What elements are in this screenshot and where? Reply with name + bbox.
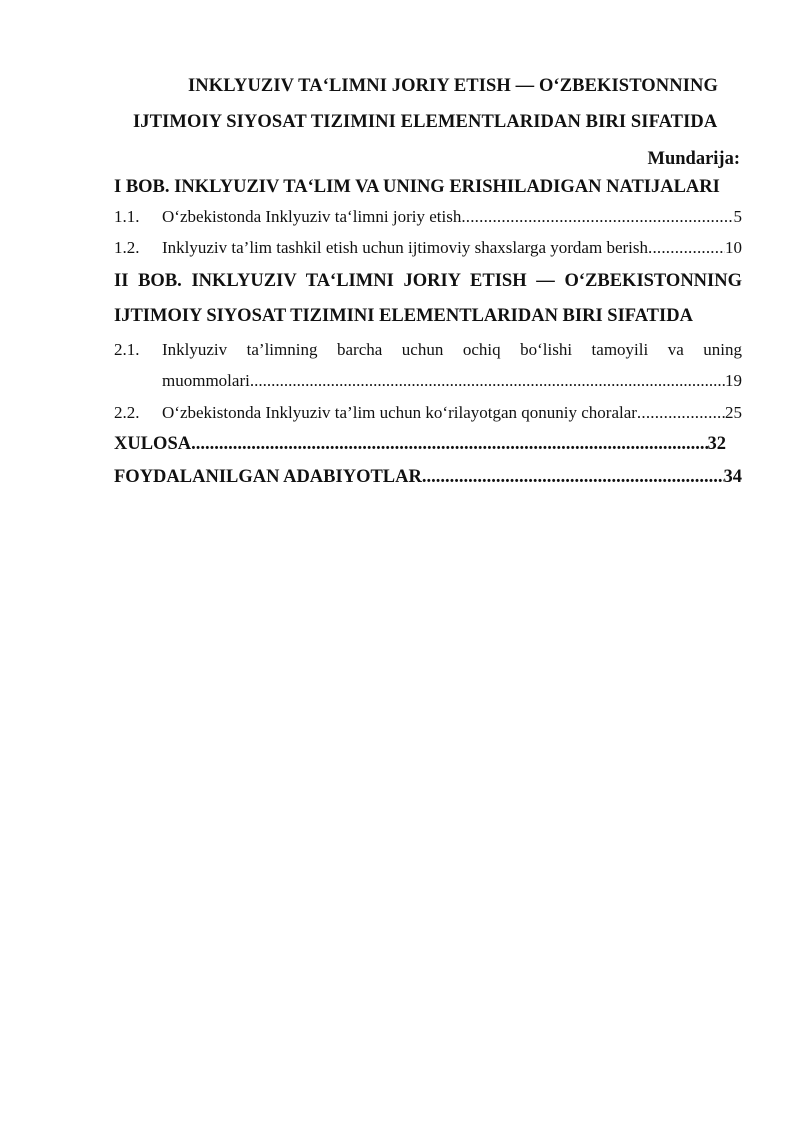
toc-leader-dots — [461, 207, 733, 227]
toc-entry-1-2 — [114, 238, 742, 258]
toc-entry-page: 32 — [707, 434, 726, 454]
toc-entry-number: 1.2. — [114, 238, 140, 257]
toc-entry-2-2 — [114, 403, 742, 423]
toc-entry-conclusion — [114, 434, 726, 455]
chapter-1-title: I BOB. INKLYUZIV TA‘LIM VA UNING ERISHILADIGAN NATIJALARI — [114, 177, 720, 197]
toc-entry-text: O‘zbekistonda Inklyuziv ta’lim uchun ko‘rilayotgan qonuniy choralar — [162, 403, 637, 422]
toc-entry-page: 10 — [725, 238, 742, 257]
contents-heading: Mundarija: — [647, 149, 740, 169]
toc-entry-page: 25 — [725, 403, 742, 422]
toc-entry-number: 1.1. — [114, 207, 140, 226]
toc-leader-dots — [250, 371, 725, 391]
document-title-line-2: IJTIMOIY SIYOSAT TIZIMINI ELEMENTLARIDAN BIRI SIFATIDA — [133, 112, 718, 132]
toc-entry-1-1 — [114, 207, 742, 227]
toc-entry-text: XULOSA — [114, 434, 192, 454]
toc-entry-page: 5 — [733, 207, 742, 226]
toc-entry-page: 19 — [725, 371, 742, 390]
toc-entry-2-1 — [114, 340, 742, 360]
toc-entry-page: 34 — [723, 467, 742, 487]
toc-entry-number: 2.1. — [114, 340, 140, 359]
toc-entry-text: O‘zbekistonda Inklyuziv ta‘limni joriy etish — [162, 207, 462, 226]
toc-entry-number: 2.2. — [114, 403, 140, 422]
toc-leader-dots — [637, 403, 725, 423]
toc-entry-text: FOYDALANILGAN ADABIYOTLAR — [114, 467, 422, 487]
toc-leader-dots — [422, 467, 724, 488]
toc-entry-2-1-continued — [162, 371, 742, 391]
toc-leader-dots — [648, 238, 725, 258]
toc-entry-text: Inklyuziv ta’lim tashkil etish uchun ijtimoviy shaxslarga yordam berish — [162, 238, 648, 257]
toc-entry-text: muommolari — [162, 371, 250, 390]
toc-entry-text: Inklyuziv ta’limning barcha uchun ochiq bo‘lishi tamoyili va uning — [162, 340, 742, 359]
chapter-2-title-line-2: IJTIMOIY SIYOSAT TIZIMINI ELEMENTLARIDAN BIRI SIFATIDA — [114, 306, 693, 326]
toc-entry-references — [114, 467, 742, 488]
document-title-line-1: INKLYUZIV TA‘LIMNI JORIY ETISH — O‘ZBEKISTONNING — [188, 76, 718, 96]
toc-leader-dots — [191, 434, 707, 455]
chapter-2-title-line-1: II BOB. INKLYUZIV TA‘LIMNI JORIY ETISH — O‘ZBEKISTONNING — [114, 271, 742, 291]
